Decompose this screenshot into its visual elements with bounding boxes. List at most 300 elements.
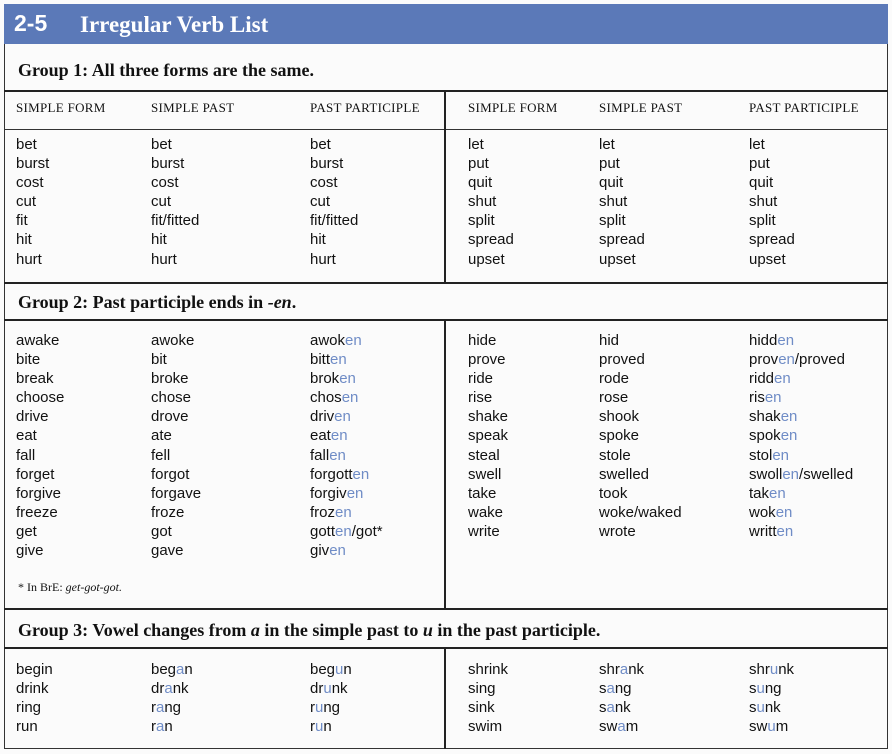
verb-past-participle	[749, 331, 853, 350]
verb-simple-form	[16, 331, 64, 350]
verb-text: chose	[151, 389, 192, 407]
highlighted-ending: en	[776, 522, 794, 540]
verb-text: stol	[749, 446, 773, 464]
verb-past-participle	[749, 660, 794, 679]
verb-simple-past	[599, 135, 645, 154]
group-3-simple-form-left	[16, 660, 53, 736]
verb-simple-past	[599, 154, 645, 173]
highlighted-ending: en	[346, 484, 364, 502]
verb-past-participle	[749, 173, 795, 192]
verb-past-participle	[310, 350, 383, 369]
verb-text: s	[749, 680, 757, 698]
verb-text: stole	[599, 446, 631, 464]
verb-simple-form	[16, 407, 64, 426]
verb-text: r	[310, 718, 315, 736]
verb-text: ride	[468, 370, 494, 388]
verb-simple-past	[599, 679, 644, 698]
verb-text: gave	[151, 542, 184, 560]
verb-text: speak	[468, 427, 509, 445]
verb-text: choose	[16, 389, 65, 407]
verb-simple-past	[151, 407, 201, 426]
verb-text: hurt	[310, 250, 336, 268]
verb-simple-past	[151, 522, 201, 541]
verb-text: prove	[468, 351, 506, 369]
verb-text: hide	[468, 332, 497, 349]
verb-past-participle	[310, 426, 383, 445]
highlighted-ending: en	[774, 370, 791, 388]
chart-header	[4, 4, 888, 44]
verb-past-participle	[749, 369, 853, 388]
verb-text: split	[749, 212, 776, 230]
verb-text: nk	[628, 661, 645, 678]
verb-simple-form	[468, 717, 508, 736]
verb-simple-past	[151, 541, 201, 560]
verb-past-participle	[749, 154, 795, 173]
highlighted-ending: en	[345, 332, 362, 349]
verb-text: spread	[599, 231, 645, 249]
verb-text: nk	[614, 699, 631, 717]
verb-text: ng	[764, 680, 782, 698]
verb-text: bite	[16, 351, 41, 369]
verb-past-participle	[310, 717, 352, 736]
divider	[4, 282, 888, 284]
verb-past-participle	[310, 698, 352, 717]
verb-simple-form	[468, 350, 508, 369]
verb-text: wrote	[599, 522, 636, 540]
verb-text: n	[164, 718, 173, 736]
center-divider	[444, 90, 446, 282]
verb-simple-form	[468, 522, 508, 541]
verb-simple-past	[599, 388, 682, 407]
verb-text: write	[468, 522, 500, 540]
verb-simple-form	[468, 154, 514, 173]
verb-simple-past	[599, 250, 645, 269]
verb-past-participle	[310, 173, 358, 192]
verb-simple-form	[16, 522, 64, 541]
verb-text: quit	[749, 174, 774, 192]
verb-simple-past	[151, 154, 199, 173]
group-2-simple-form-left	[16, 331, 64, 560]
highlighted-ending: en	[782, 465, 800, 483]
verb-simple-past	[599, 192, 645, 211]
highlighted-ending: a	[619, 661, 629, 678]
verb-simple-form	[16, 503, 64, 522]
verb-text: awok	[310, 332, 346, 349]
verb-simple-form	[468, 698, 508, 717]
verb-text: wok	[749, 503, 776, 521]
verb-text: r	[151, 718, 156, 736]
verb-text: sw	[749, 718, 768, 736]
verb-simple-past	[599, 503, 682, 522]
verb-simple-past	[151, 369, 201, 388]
group-1-simple-form-left	[16, 135, 49, 269]
divider	[4, 319, 888, 321]
verb-text: ng	[323, 699, 341, 717]
group-2-title: Group 2: Past participle ends in -en.	[18, 292, 297, 312]
verb-text: cut	[16, 193, 37, 211]
verb-text: put	[599, 155, 620, 173]
verb-text: fit	[16, 212, 28, 230]
verb-text: dr	[310, 680, 324, 698]
verb-text: bet	[310, 136, 331, 153]
group-1-simple-past-right	[599, 135, 645, 269]
verb-text: forgott	[310, 465, 353, 483]
verb-simple-past	[599, 350, 682, 369]
verb-text: driv	[310, 408, 335, 426]
verb-text: shak	[749, 408, 781, 426]
divider	[4, 647, 888, 649]
verb-past-participle	[310, 503, 383, 522]
verb-simple-form	[468, 660, 508, 679]
verb-text: split	[468, 212, 495, 230]
highlighted-ending: a	[606, 699, 615, 717]
verb-text: m	[625, 718, 639, 736]
verb-past-participle	[310, 541, 383, 560]
group-3-simple-form-right	[468, 660, 508, 736]
verb-past-participle	[749, 446, 853, 465]
group-2-simple-past-left	[151, 331, 201, 560]
verb-text: cut	[151, 193, 172, 211]
verb-text: put	[749, 155, 770, 173]
verb-simple-past	[151, 388, 201, 407]
verb-simple-past	[599, 230, 645, 249]
highlighted-ending: en	[780, 408, 798, 426]
verb-past-participle	[310, 230, 358, 249]
verb-past-participle	[749, 717, 794, 736]
verb-text: n	[184, 661, 193, 678]
column-header-simple-past: SIMPLE PAST	[599, 100, 683, 115]
verb-past-participle	[310, 192, 358, 211]
verb-text: s	[749, 699, 757, 717]
verb-simple-past	[599, 331, 682, 350]
verb-text: burst	[151, 155, 185, 173]
verb-past-participle	[310, 369, 383, 388]
verb-text: forgot	[151, 465, 190, 483]
verb-simple-form	[468, 388, 508, 407]
verb-text: n	[323, 718, 332, 736]
verb-simple-form	[468, 369, 508, 388]
verb-past-participle	[310, 484, 383, 503]
verb-text: burst	[16, 155, 50, 173]
verb-past-participle	[749, 135, 795, 154]
verb-text: dr	[151, 680, 165, 698]
verb-simple-form	[468, 465, 508, 484]
verb-text: /proved	[794, 351, 845, 369]
verb-text: upset	[468, 250, 505, 268]
verb-past-participle	[749, 698, 794, 717]
verb-simple-form	[468, 230, 514, 249]
irregular-verb-chart	[4, 4, 888, 750]
verb-text: r	[151, 699, 156, 717]
verb-text: r	[310, 699, 315, 717]
verb-past-participle	[310, 679, 352, 698]
group-3-past-participle-right	[749, 660, 794, 736]
highlighted-ending: a	[606, 680, 615, 698]
verb-text: hit	[310, 231, 326, 249]
highlighted-ending: en	[764, 389, 782, 407]
verb-text: fit/fitted	[151, 212, 200, 230]
verb-simple-past	[151, 679, 193, 698]
highlighted-ending: en	[335, 522, 352, 540]
verb-simple-past	[151, 173, 199, 192]
verb-text: giv	[310, 542, 330, 560]
verb-text: writt	[749, 522, 777, 540]
verb-text: break	[16, 370, 54, 388]
verb-past-participle	[310, 135, 358, 154]
verb-text: rise	[468, 389, 493, 407]
verb-text: give	[16, 542, 44, 560]
verb-text: nk	[778, 661, 795, 678]
verb-text: n	[343, 661, 352, 678]
verb-simple-form	[16, 154, 49, 173]
verb-text: hurt	[151, 250, 177, 268]
verb-text: got	[151, 522, 172, 540]
verb-text: hit	[151, 231, 167, 249]
verb-simple-past	[151, 331, 201, 350]
highlighted-ending: en	[778, 351, 795, 369]
verb-text: sing	[468, 680, 496, 698]
column-header-simple-form: SIMPLE FORM	[468, 100, 558, 115]
verb-simple-form	[16, 484, 64, 503]
verb-past-participle	[749, 388, 853, 407]
verb-text: let	[468, 136, 484, 153]
verb-text: fit/fitted	[310, 212, 359, 230]
verb-text: gott	[310, 522, 336, 540]
verb-simple-form	[468, 211, 514, 230]
verb-past-participle	[310, 331, 383, 350]
highlighted-ending: en	[780, 427, 798, 445]
highlighted-ending: u	[335, 661, 344, 678]
verb-past-participle	[310, 407, 383, 426]
verb-text: rode	[599, 370, 630, 388]
verb-text: swell	[468, 465, 502, 483]
verb-text: froz	[310, 503, 336, 521]
verb-simple-form	[16, 426, 64, 445]
verb-past-participle	[310, 465, 383, 484]
verb-simple-form	[16, 446, 64, 465]
verb-text: rose	[599, 389, 629, 407]
verb-simple-past	[599, 484, 682, 503]
verb-past-participle	[749, 426, 853, 445]
verb-text: freeze	[16, 503, 58, 521]
verb-text: tak	[749, 484, 770, 502]
verb-past-participle	[749, 250, 795, 269]
divider	[4, 608, 888, 610]
verb-simple-form	[16, 388, 64, 407]
verb-simple-past	[599, 465, 682, 484]
verb-text: steal	[468, 446, 500, 464]
verb-simple-form	[16, 698, 53, 717]
verb-past-participle	[749, 465, 853, 484]
highlighted-ending: u	[767, 718, 776, 736]
verb-text: prov	[749, 351, 779, 369]
verb-simple-past	[151, 698, 193, 717]
verb-simple-form	[468, 173, 514, 192]
verb-text: bet	[16, 136, 37, 153]
group-1-past-participle-left	[310, 135, 358, 269]
verb-text: hid	[599, 332, 620, 349]
verb-text: shut	[468, 193, 497, 211]
verb-text: bitt	[310, 351, 331, 369]
verb-past-participle	[749, 211, 795, 230]
chart-number: 2-5	[14, 10, 48, 36]
verb-past-participle	[749, 192, 795, 211]
highlighted-ending: u	[315, 699, 324, 717]
verb-text: drive	[16, 408, 49, 426]
verb-simple-past	[151, 230, 199, 249]
verb-text: drove	[151, 408, 189, 426]
verb-past-participle	[749, 522, 853, 541]
verb-text: shut	[599, 193, 628, 211]
highlighted-ending: en	[341, 389, 359, 407]
verb-simple-form	[468, 426, 508, 445]
verb-simple-past	[599, 426, 682, 445]
verb-simple-form	[16, 465, 64, 484]
verb-past-participle	[310, 660, 352, 679]
highlighted-ending: u	[769, 661, 779, 678]
verb-simple-past	[151, 211, 199, 230]
center-divider	[444, 647, 446, 749]
verb-text: cost	[310, 174, 338, 192]
verb-simple-form	[468, 192, 514, 211]
verb-text: swelled	[599, 465, 650, 483]
group-3-past-participle-left	[310, 660, 352, 736]
group-1-simple-past-left	[151, 135, 199, 269]
verb-simple-form	[468, 484, 508, 503]
highlighted-ending: en	[769, 484, 786, 502]
verb-text: beg	[310, 661, 336, 678]
highlighted-ending: en	[335, 503, 352, 521]
verb-past-participle	[310, 250, 358, 269]
footnote: * In BrE: get-got-got.	[18, 580, 122, 594]
column-header-simple-past: SIMPLE PAST	[151, 100, 235, 115]
verb-past-participle	[749, 503, 853, 522]
verb-simple-form	[16, 250, 49, 269]
highlighted-ending: en	[329, 446, 346, 464]
verb-simple-past	[151, 717, 193, 736]
highlighted-ending: a	[617, 718, 626, 736]
column-header-past-participle: PAST PARTICIPLE	[310, 100, 420, 115]
highlighted-ending: en	[352, 465, 370, 483]
verb-simple-form	[468, 250, 514, 269]
verb-simple-form	[16, 369, 64, 388]
verb-past-participle	[310, 388, 383, 407]
verb-past-participle	[310, 211, 358, 230]
verb-simple-past	[151, 250, 199, 269]
highlighted-ending: u	[756, 699, 765, 717]
highlighted-ending: a	[176, 661, 185, 678]
verb-text: drink	[16, 680, 49, 698]
verb-text: shook	[599, 408, 640, 426]
chart-title: Irregular Verb List	[80, 12, 269, 37]
verb-simple-past	[151, 503, 201, 522]
verb-simple-form	[16, 173, 49, 192]
verb-past-participle	[310, 522, 383, 541]
highlighted-ending: en	[329, 542, 346, 560]
verb-simple-past	[599, 446, 682, 465]
verb-past-participle	[310, 154, 358, 173]
group-3-simple-past-right	[599, 660, 644, 736]
verb-text: spoke	[599, 427, 640, 445]
verb-simple-past	[599, 173, 645, 192]
verb-simple-form	[468, 446, 508, 465]
verb-text: quit	[599, 174, 624, 192]
verb-text: fall	[310, 446, 330, 464]
verb-simple-past	[151, 484, 201, 503]
highlighted-ending: en	[777, 332, 795, 349]
verb-text: shr	[749, 661, 770, 678]
verb-simple-past	[599, 407, 682, 426]
verb-simple-past	[151, 465, 201, 484]
verb-text: let	[599, 136, 615, 153]
highlighted-ending: en	[339, 370, 356, 388]
verb-text: nk	[764, 699, 781, 717]
column-header-simple-form: SIMPLE FORM	[16, 100, 106, 115]
verb-text: forget	[16, 465, 55, 483]
highlighted-ending: a	[156, 718, 165, 736]
verb-simple-past	[151, 426, 201, 445]
verb-simple-past	[151, 192, 199, 211]
verb-text: spread	[468, 231, 514, 249]
verb-past-participle	[749, 350, 853, 369]
verb-text: broke	[151, 370, 189, 388]
verb-text: ate	[151, 427, 172, 445]
verb-simple-form	[16, 211, 49, 230]
verb-text: ng	[164, 699, 182, 717]
verb-text: chos	[310, 389, 342, 407]
verb-text: shut	[749, 193, 778, 211]
verb-text: nk	[172, 680, 189, 698]
verb-text: fell	[151, 446, 171, 464]
verb-text: fall	[16, 446, 36, 464]
group-3-title: Group 3: Vowel changes from a in the simple past to u in the past participle.	[18, 620, 601, 640]
verb-text: shrink	[468, 661, 509, 678]
verb-text: cost	[151, 174, 179, 192]
verb-simple-past	[599, 698, 644, 717]
verb-simple-past	[151, 350, 201, 369]
verb-text: quit	[468, 174, 493, 192]
verb-simple-past	[599, 211, 645, 230]
verb-text: begin	[16, 661, 53, 678]
highlighted-ending: en	[330, 427, 348, 445]
column-header-past-participle: PAST PARTICIPLE	[749, 100, 859, 115]
verb-text: proved	[599, 351, 645, 369]
verb-text: shake	[468, 408, 509, 426]
verb-simple-form	[16, 679, 53, 698]
highlighted-ending: en	[334, 408, 351, 426]
verb-text: bet	[151, 136, 172, 153]
verb-simple-form	[468, 503, 508, 522]
group-2-simple-past-right	[599, 331, 682, 541]
verb-text: spok	[749, 427, 781, 445]
group-2-past-participle-right	[749, 331, 853, 541]
verb-text: get	[16, 522, 37, 540]
verb-text: sw	[599, 718, 618, 736]
group-1-title: Group 1: All three forms are the same.	[18, 60, 314, 80]
highlighted-ending: en	[330, 351, 347, 369]
verb-simple-past	[151, 135, 199, 154]
verb-text: sink	[468, 699, 495, 717]
verb-simple-form	[16, 660, 53, 679]
verb-text: /swelled	[799, 465, 854, 483]
verb-text: cut	[310, 193, 331, 211]
group-3-simple-past-left	[151, 660, 193, 736]
divider	[4, 90, 888, 92]
verb-text: took	[599, 484, 628, 502]
verb-simple-form	[16, 192, 49, 211]
verb-text: take	[468, 484, 497, 502]
group-2-simple-form-right	[468, 331, 508, 541]
